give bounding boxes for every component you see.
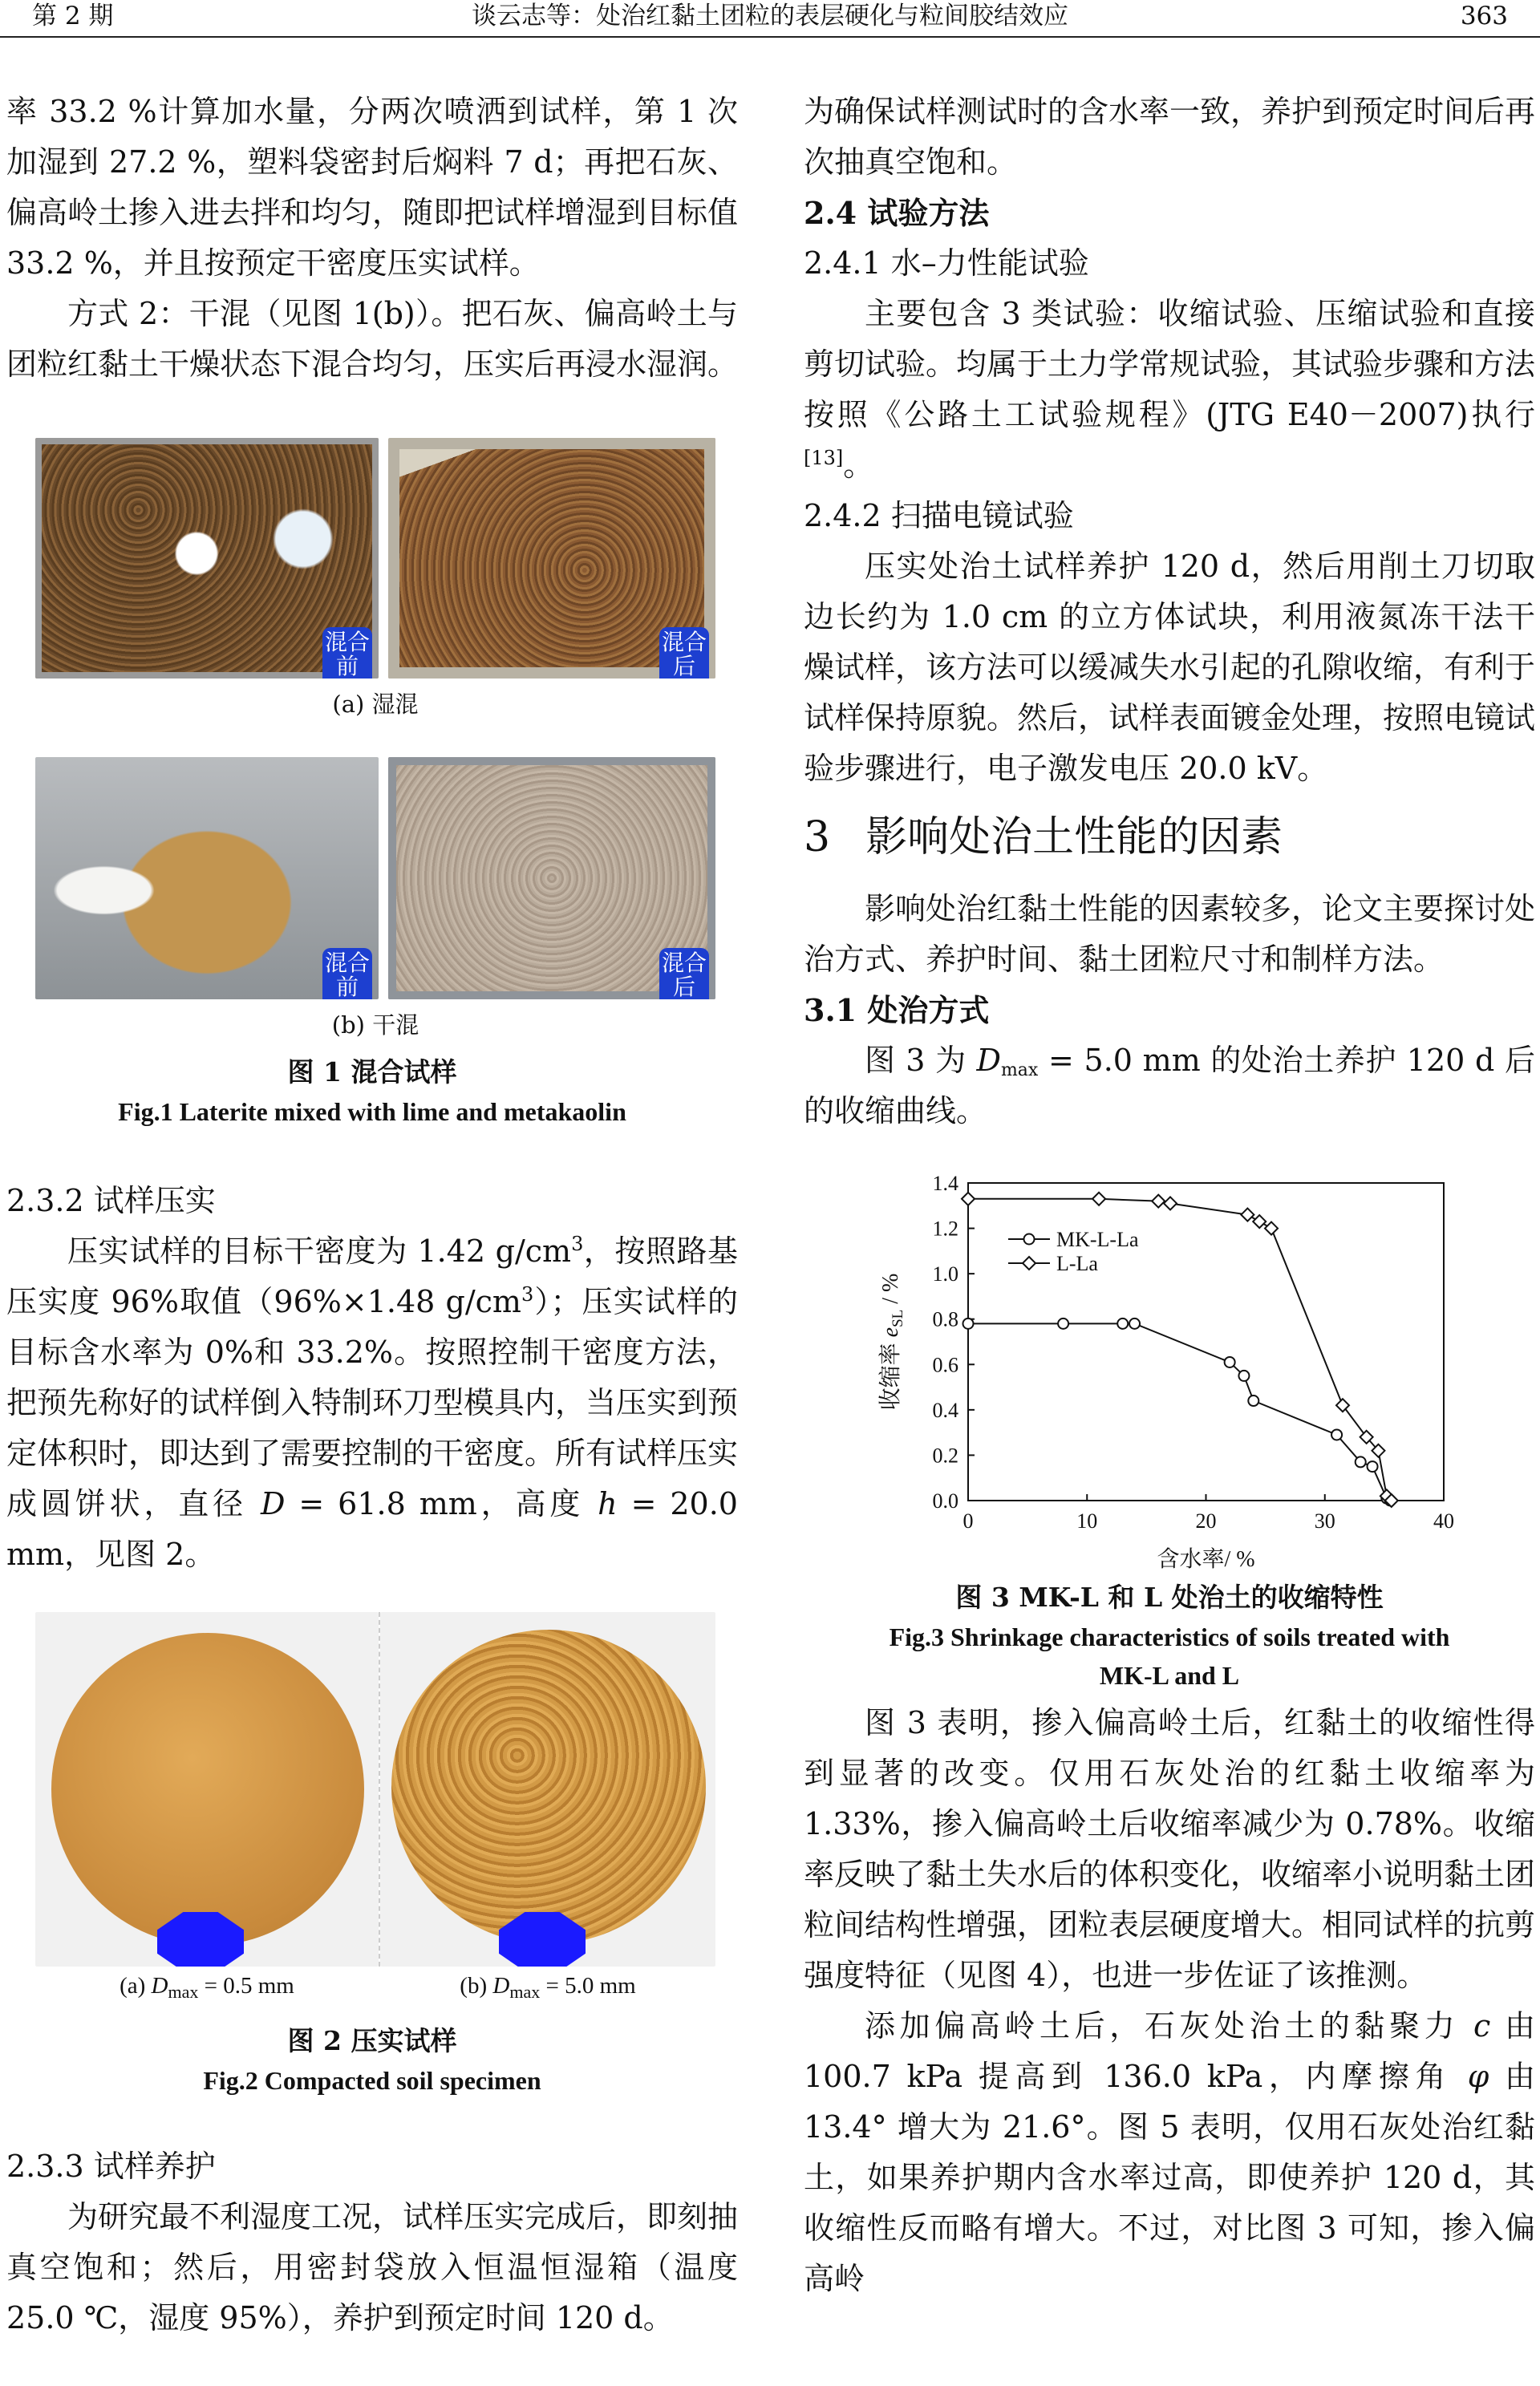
fig2-sub-b: (b) $D_{max} = 5.0$ mm	[460, 1973, 636, 2002]
data-point	[1253, 1215, 1266, 1228]
data-point	[1336, 1399, 1349, 1412]
figure-title-en: MK-L and L	[1099, 1661, 1240, 1690]
paragraph: 主要包含 3 类试验：收缩试验、压缩试验和直接剪切试验。均属于土力学常规试验，其试验步骤和方法按照《公路土工试验规程》(JTG E40－2007)执行[13]。	[804, 296, 1536, 483]
figure-title-en: Fig.1 Laterite mixed with lime and metakaolin	[118, 1097, 626, 1126]
header-rule	[0, 36, 1540, 38]
photo-dry-before	[35, 757, 379, 999]
figure-3	[804, 1161, 1535, 1690]
y-tick-label: 0.6	[932, 1353, 958, 1377]
x-tick-label: 40	[1433, 1509, 1454, 1533]
y-tick-label: 1.4	[932, 1172, 958, 1195]
fig1-sub-b: (b) 干混	[331, 1011, 419, 1039]
data-point	[1117, 1319, 1128, 1329]
paragraph: 影响处治红黏土性能的因素较多，论文主要探讨处治方式、养护时间、黏土团粒尺寸和制样方法。	[804, 891, 1536, 977]
data-point	[1023, 1257, 1035, 1270]
running-header	[0, 0, 1540, 35]
fig1-sub-a: (a) 湿混	[332, 691, 419, 718]
paragraph: 图 3 为 $D_{max} = 5.0$ mm 的处治土养护 120 d 后的收缩曲线。	[804, 1043, 1535, 1128]
figure-2	[6, 1612, 738, 2125]
series-mk-l-la	[963, 1319, 1396, 1506]
data-point	[1024, 1234, 1035, 1245]
chapter-heading: 3 影响处治土性能的因素	[804, 813, 1283, 861]
x-tick-label: 0	[962, 1509, 974, 1533]
section-heading: 2.3.2 试样压实	[6, 1183, 216, 1218]
legend-entry	[1008, 1228, 1139, 1251]
figure-title-cn: 图 3 MK-L 和 L 处治土的收缩特性	[955, 1582, 1384, 1613]
data-point	[1238, 1371, 1249, 1381]
photo-dry-after	[388, 757, 715, 999]
figure-title-en: Fig.2 Compacted soil specimen	[203, 2066, 541, 2095]
data-point	[1265, 1222, 1278, 1235]
paragraph: 为研究最不利湿度工况，试样压实完成后，即刻抽真空饱和；然后，用密封袋放入恒温恒湿箱（温度 25.0 ℃，湿度 95%），养护到预定时间 120 d。	[6, 2199, 739, 2335]
label-after: 混合 后	[659, 948, 709, 999]
y-axis-label: 收缩率 $e_{SL}$ / %	[878, 1273, 906, 1411]
data-point	[962, 1193, 975, 1205]
data-point	[1368, 1461, 1378, 1472]
data-point	[1152, 1195, 1165, 1208]
left-column	[6, 87, 738, 2343]
y-tick-label: 0.8	[932, 1307, 958, 1331]
paragraph: 压实处治土试样养护 120 d，然后用削土刀切取边长约为 1.0 cm 的立方体试块，利用液氮冻干法干燥试样，该方法可以缓减失水引起的孔隙收缩，有利于试样保持原貌。然后，试样表面镀金处理，按照电镜试验步骤进行，电子激发电压 20.0 kV。	[804, 549, 1536, 786]
legend-label: MK-L-La	[1056, 1228, 1139, 1251]
paragraph: 率 33.2 %计算加水量，分两次喷洒到试样，第 1 次加湿到 27.2 %，塑料袋密封后焖料 7 d；再把石灰、偏高岭土掺入进去拌和均匀，随即把试样增湿到目标值 33.2 %，并且按预定干密度压实试样。	[6, 94, 739, 281]
photo-specimen-fine	[35, 1612, 379, 1967]
x-tick-label: 20	[1195, 1509, 1217, 1533]
running-title: 谈云志等：处治红黏土团粒的表层硬化与粒间胶结效应	[472, 2, 1068, 30]
x-tick-label: 30	[1314, 1509, 1335, 1533]
data-point	[1164, 1197, 1177, 1209]
data-point	[1129, 1319, 1140, 1329]
label-after: 混合 后	[659, 627, 709, 679]
y-tick-label: 1.0	[932, 1262, 958, 1286]
right-column	[804, 87, 1535, 2304]
photo-wet-after	[388, 438, 715, 679]
data-point	[1092, 1193, 1105, 1205]
data-point	[1331, 1429, 1342, 1440]
data-point	[963, 1319, 974, 1329]
paragraph: 为确保试样测试时的含水率一致，养护到预定时间后再次抽真空饱和。	[804, 94, 1536, 180]
plot-frame	[968, 1183, 1444, 1501]
y-tick-label: 1.2	[932, 1217, 958, 1241]
paragraph: 压实试样的目标干密度为 1.42 $g/cm^3$，按照路基压实度 96%取值（96%×1.48 $g/cm^3$）；压实试样的目标含水率为 0%和 33.2%。按照控制干密度方法，把预先称好的试样倒入特制环刀型模具内，当压实到预定体积时，即达到了需要控制的干密度。所有试样压实成圆饼状，直径 D = 61.8 mm，高度 h = 20.0 mm，见图 2。	[6, 1233, 739, 1572]
y-tick-label: 0.0	[932, 1489, 958, 1513]
legend-entry	[1008, 1252, 1098, 1275]
data-point	[1241, 1209, 1254, 1221]
figure-1	[6, 438, 738, 1160]
figure-title-cn: 图 1 混合试样	[287, 1056, 457, 1088]
issue-number: 第 2 期	[32, 2, 114, 30]
section-heading: 3.1 处治方式	[804, 992, 990, 1028]
page-number: 363	[1460, 2, 1508, 30]
fig2-sub-a: (a) $D_{max} = 0.5$ mm	[120, 1973, 294, 2002]
figure-title-cn: 图 2 压实试样	[287, 2025, 457, 2056]
paragraph: 方式 2：干混（见图 1(b)）。把石灰、偏高岭土与团粒红黏土干燥状态下混合均匀，压实后再浸水湿润。	[6, 296, 739, 382]
y-tick-label: 0.2	[932, 1444, 958, 1468]
section-heading: 2.4.1 水–力性能试验	[804, 245, 1089, 281]
data-point	[1356, 1456, 1366, 1467]
y-tick-label: 0.4	[932, 1398, 958, 1422]
x-tick-label: 10	[1076, 1509, 1098, 1533]
paragraph: 图 3 表明，掺入偏高岭土后，红黏土的收缩性得到显著的改变。仅用石灰处治的红黏土收缩率为 1.33%，掺入偏高岭土后收缩率减少为 0.78%。收缩率反映了黏土失水后的体积变化，收缩率小说明黏土团粒间结构性增强，团粒表层硬度增大。相同试样的抗剪强度特征（见图 4），也进一步佐证了该推测。	[804, 1705, 1536, 1993]
section-heading: 2.4 试验方法	[804, 195, 990, 231]
photo-wet-before	[35, 438, 379, 679]
data-point	[1225, 1357, 1235, 1367]
shrinkage-chart	[804, 1161, 1535, 1578]
data-point	[1058, 1319, 1068, 1329]
section-heading: 2.3.3 试样养护	[6, 2149, 216, 2184]
series-line	[968, 1323, 1390, 1501]
legend-label: L-La	[1056, 1252, 1098, 1275]
paragraph: 添加偏高岭土后，石灰处治土的黏聚力 c 由 100.7 kPa 提高到 136.0 kPa，内摩擦角 φ 由 13.4° 增大为 21.6°。图 5 表明，仅用石灰处治红黏土，如果养护期内含水率过高，即使养护 120 d，其收缩性反而略有增大。不过，对比图 3 可知，掺入偏高岭	[804, 2008, 1535, 2296]
data-point	[1248, 1396, 1258, 1406]
label-before: 混合 前	[322, 627, 372, 679]
section-heading: 2.4.2 扫描电镜试验	[804, 498, 1074, 533]
figure-title-en: Fig.3 Shrinkage characteristics of soils treated with	[889, 1622, 1450, 1651]
label-before: 混合 前	[322, 948, 372, 999]
photo-specimen-coarse	[380, 1612, 715, 1967]
x-axis-label: 含水率/ %	[1157, 1547, 1255, 1572]
